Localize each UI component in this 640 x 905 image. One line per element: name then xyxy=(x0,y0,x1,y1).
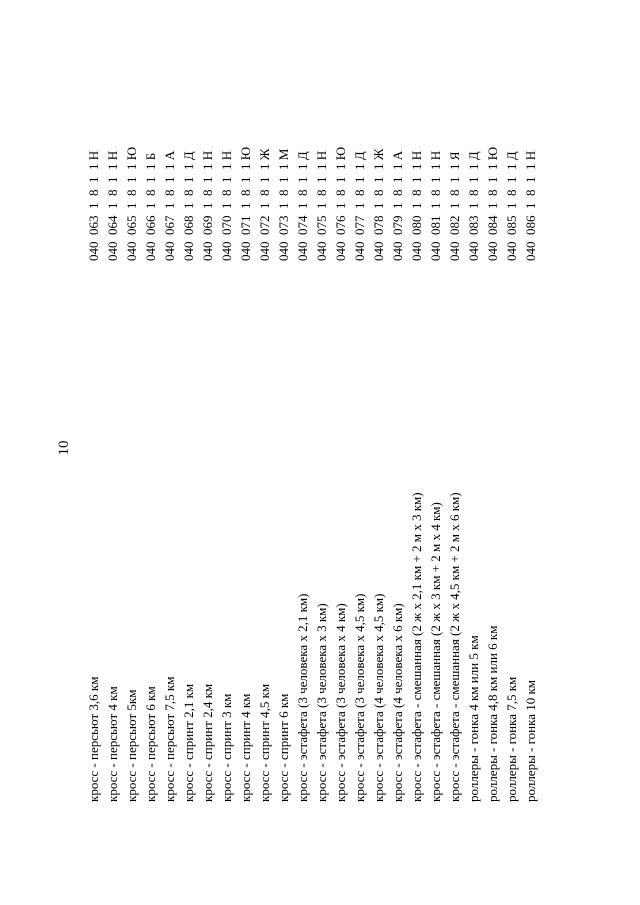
discipline-code: 040 071 1 8 1 1 Ю xyxy=(238,146,253,261)
discipline-name: кросс - персьют 4 км xyxy=(105,686,120,802)
table-row xyxy=(464,122,483,802)
discipline-code: 040 074 1 8 1 1 Д xyxy=(295,151,310,261)
table-row xyxy=(445,122,464,802)
discipline-code: 040 076 1 8 1 1 Ю xyxy=(333,146,348,261)
table-row xyxy=(198,122,217,802)
discipline-code: 040 069 1 8 1 1 Н xyxy=(200,150,215,261)
table-row xyxy=(350,122,369,802)
table-row xyxy=(122,122,141,802)
table-row xyxy=(331,122,350,802)
discipline-name: кросс - спринт 4,5 км xyxy=(257,683,272,802)
discipline-name: кросс - эстафета (3 человека х 3 км) xyxy=(314,603,329,802)
discipline-code: 040 081 1 8 1 1 Н xyxy=(428,150,443,261)
discipline-code: 040 078 1 8 1 1 Ж xyxy=(371,148,386,261)
discipline-table xyxy=(84,122,540,802)
discipline-name: кросс - персьют 7,5 км xyxy=(162,676,177,802)
discipline-code: 040 079 1 8 1 1 А xyxy=(390,150,405,261)
discipline-name: кросс - персьют 3,6 км xyxy=(86,676,101,802)
discipline-name: кросс - эстафета (4 человека х 6 км) xyxy=(390,603,405,802)
discipline-name: кросс - спринт 6 км xyxy=(276,693,291,802)
discipline-name: кросс - спринт 4 км xyxy=(238,693,253,802)
discipline-name: роллеры - гонка 7,5 км xyxy=(504,676,519,802)
table-row xyxy=(84,122,103,802)
discipline-code: 040 075 1 8 1 1 Н xyxy=(314,150,329,261)
discipline-code: 040 080 1 8 1 1 Н xyxy=(409,150,424,261)
discipline-code: 040 065 1 8 1 1 Ю xyxy=(124,146,139,261)
table-row xyxy=(236,122,255,802)
discipline-code: 040 077 1 8 1 1 Д xyxy=(352,151,367,261)
discipline-code: 040 083 1 8 1 1 Д xyxy=(466,151,481,261)
discipline-name: кросс - эстафета - смешанная (2 ж х 2,1 км + 2 м х 3 км) xyxy=(409,492,424,802)
table-row xyxy=(293,122,312,802)
discipline-name: кросс - эстафета (3 человека х 4,5 км) xyxy=(352,593,367,802)
table-row xyxy=(217,122,236,802)
discipline-name: роллеры - гонка 4,8 км или 6 км xyxy=(485,625,500,802)
discipline-code: 040 082 1 8 1 1 Я xyxy=(447,151,462,261)
table-row xyxy=(103,122,122,802)
discipline-name: кросс - спринт 2,4 км xyxy=(200,683,215,802)
discipline-code: 040 068 1 8 1 1 Д xyxy=(181,151,196,261)
table-row xyxy=(312,122,331,802)
discipline-code: 040 063 1 8 1 1 Н xyxy=(86,150,101,261)
discipline-name: роллеры - гонка 4 км или 5 км xyxy=(466,635,481,802)
discipline-name: кросс - эстафета (4 человека х 4,5 км) xyxy=(371,593,386,802)
discipline-code: 040 073 1 8 1 1 М xyxy=(276,148,291,261)
table-row xyxy=(502,122,521,802)
discipline-name: кросс - эстафета - смешанная (2 ж х 4,5 км + 2 м х 6 км) xyxy=(447,492,462,802)
discipline-code: 040 086 1 8 1 1 Н xyxy=(523,150,538,261)
table-row xyxy=(407,122,426,802)
discipline-name: кросс - эстафета - смешанная (2 ж х 3 км + 2 м х 4 км) xyxy=(428,502,443,802)
discipline-name: кросс - персьют 5км xyxy=(124,689,139,802)
table-row xyxy=(274,122,293,802)
table-row xyxy=(141,122,160,802)
table-row xyxy=(369,122,388,802)
table-row xyxy=(483,122,502,802)
discipline-code: 040 066 1 8 1 1 Б xyxy=(143,152,158,261)
discipline-name: кросс - персьют 6 км xyxy=(143,686,158,802)
discipline-code: 040 085 1 8 1 1 Д xyxy=(504,151,519,261)
table-row xyxy=(426,122,445,802)
table-row xyxy=(388,122,407,802)
table-row xyxy=(160,122,179,802)
discipline-name: кросс - спринт 2,1 км xyxy=(181,683,196,802)
discipline-name: роллеры - гонка 10 км xyxy=(523,679,538,802)
discipline-code: 040 084 1 8 1 1 Ю xyxy=(485,146,500,261)
table-row xyxy=(521,122,540,802)
discipline-name: кросс - спринт 3 км xyxy=(219,693,234,802)
discipline-name: кросс - эстафета (3 человека х 2,1 км) xyxy=(295,593,310,802)
table-row xyxy=(179,122,198,802)
discipline-code: 040 064 1 8 1 1 Н xyxy=(105,150,120,261)
page-number: 10 xyxy=(56,440,72,456)
discipline-code: 040 072 1 8 1 1 Ж xyxy=(257,148,272,261)
table-row xyxy=(255,122,274,802)
discipline-code: 040 070 1 8 1 1 Н xyxy=(219,150,234,261)
discipline-code: 040 067 1 8 1 1 А xyxy=(162,150,177,261)
discipline-name: кросс - эстафета (3 человека х 4 км) xyxy=(333,603,348,802)
